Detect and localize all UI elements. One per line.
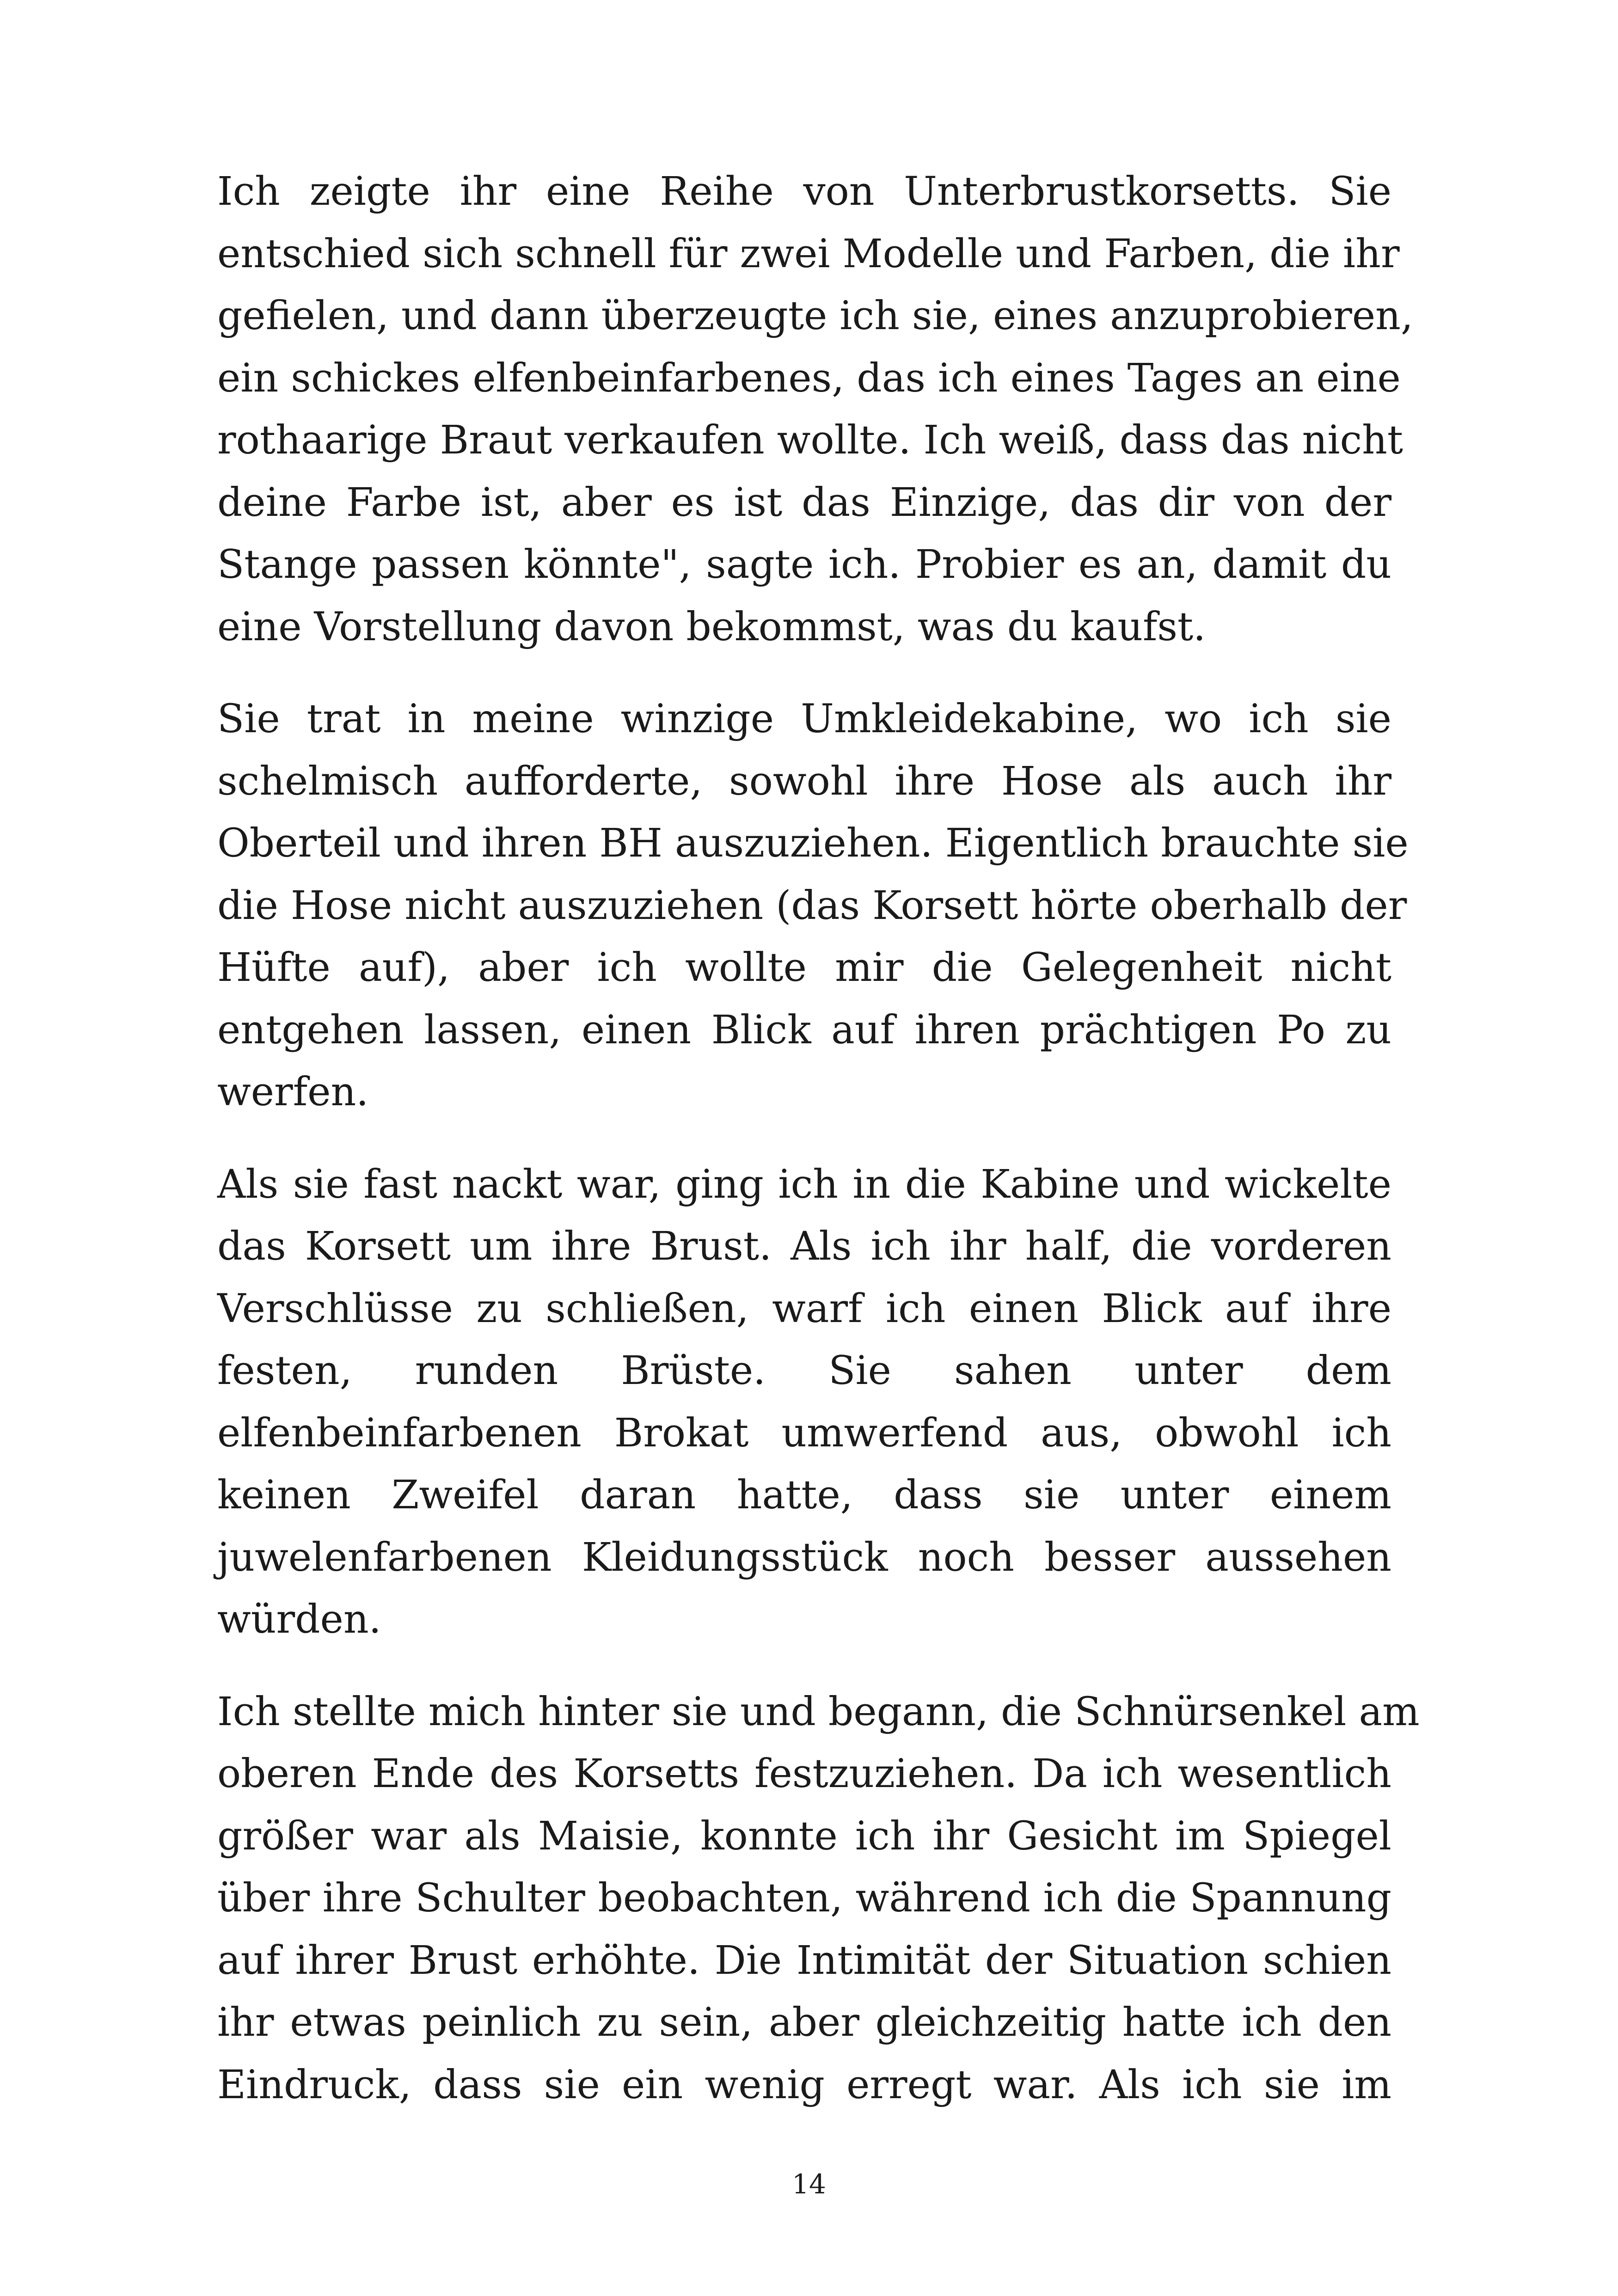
text-line: Hüfte auf), aber ich wollte mir die Gelegenheit nicht	[217, 945, 1391, 991]
text-line: Oberteil und ihren BH auszuziehen. Eigentlich brauchte sie	[217, 820, 1409, 866]
text-line: Stange passen könnte", sagte ich. Probier es an, damit du	[217, 542, 1391, 588]
body-text	[217, 161, 1420, 2146]
text-line: gefielen, und dann überzeugte ich sie, eines anzuprobieren,	[217, 293, 1413, 339]
text-line: schelmisch aufforderte, sowohl ihre Hose als auch ihr	[217, 758, 1391, 804]
text-line: keinen Zweifel daran hatte, dass sie unter einem	[217, 1472, 1391, 1518]
text-line: würden.	[217, 1597, 381, 1642]
text-line: deine Farbe ist, aber es ist das Einzige, das dir von der	[217, 479, 1391, 526]
text-line: ihr etwas peinlich zu sein, aber gleichzeitig hatte ich den	[217, 2000, 1391, 2045]
paragraph-4	[217, 1681, 1420, 2117]
text-line: oberen Ende des Korsetts festzuziehen. Da ich wesentlich	[217, 1751, 1391, 1797]
text-line: Sie trat in meine winzige Umkleidekabine, wo ich sie	[217, 696, 1391, 742]
text-line: werfen.	[217, 1069, 369, 1115]
text-line: über ihre Schulter beobachten, während ich die Spannung	[217, 1875, 1391, 1921]
text-line: Ich zeigte ihr eine Reihe von Unterbrustkorsetts. Sie	[217, 169, 1391, 214]
text-line: die Hose nicht auszuziehen (das Korsett hörte oberhalb der	[217, 882, 1407, 929]
text-line: entgehen lassen, einen Blick auf ihren prächtigen Po zu	[217, 1007, 1391, 1053]
text-line: juwelenfarbenen Kleidungsstück noch besser aussehen	[217, 1534, 1391, 1580]
text-line: Ich stellte mich hinter sie und begann, die Schnürsenkel am	[217, 1689, 1420, 1735]
text-line: das Korsett um ihre Brust. Als ich ihr half, die vorderen	[217, 1224, 1391, 1269]
text-line: rothaarige Braut verkaufen wollte. Ich weiß, dass das nicht	[217, 417, 1403, 463]
paragraph-1	[217, 161, 1413, 658]
text-line: festen, runden Brüste. Sie sahen unter dem	[217, 1348, 1391, 1394]
text-line: entschied sich schnell für zwei Modelle und Farben, die ihr	[217, 231, 1400, 277]
text-line: eine Vorstellung davon bekommst, was du kaufst.	[217, 604, 1206, 650]
paragraph-2	[217, 688, 1409, 1124]
text-line: ein schickes elfenbeinfarbenes, das ich eines Tages an eine	[217, 355, 1401, 401]
text-line: Eindruck, dass sie ein wenig erregt war. Als ich sie im	[217, 2062, 1391, 2108]
paragraph-3	[217, 1154, 1391, 1651]
text-line: größer war als Maisie, konnte ich ihr Gesicht im Spiegel	[217, 1813, 1391, 1859]
text-line: elfenbeinfarbenen Brokat umwerfend aus, obwohl ich	[217, 1410, 1391, 1456]
text-line: Verschlüsse zu schließen, warf ich einen Blick auf ihre	[217, 1286, 1391, 1332]
text-line: auf ihrer Brust erhöhte. Die Intimität der Situation schien	[217, 1937, 1391, 1984]
text-line: Als sie fast nackt war, ging ich in die Kabine und wickelte	[217, 1161, 1391, 1207]
page-number: 14	[792, 2168, 826, 2200]
